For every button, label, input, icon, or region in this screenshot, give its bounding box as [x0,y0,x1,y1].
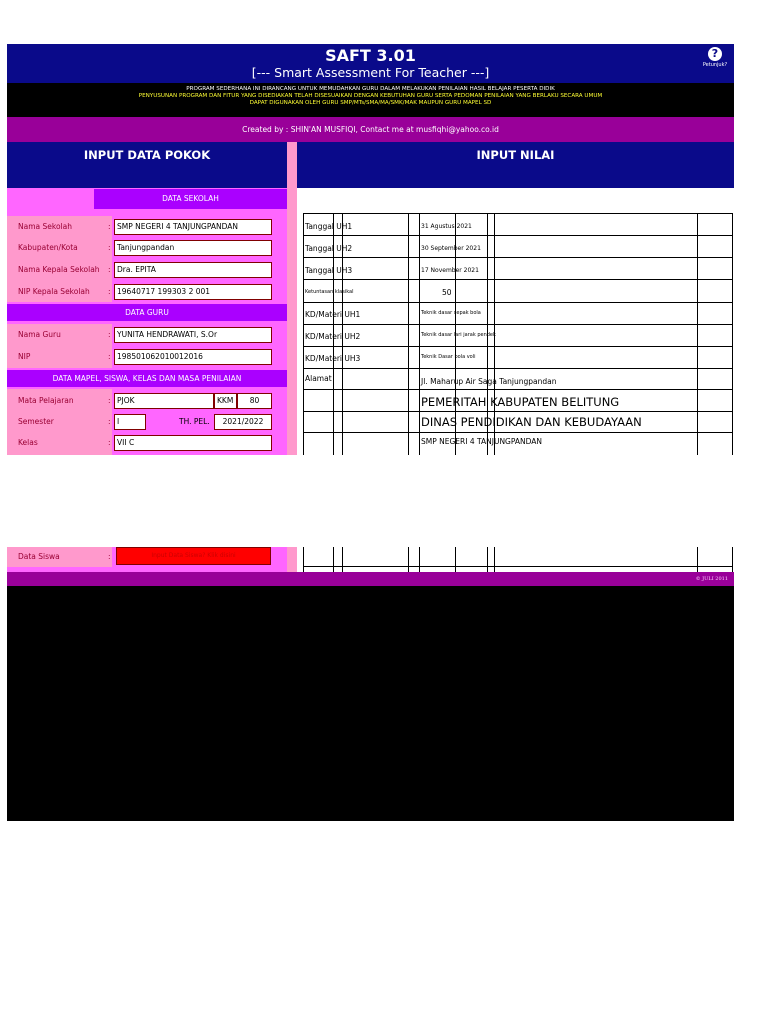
kop-sekolah[interactable]: SMP NEGERI 4 TANJUNGPANDAN [421,437,543,446]
kabupaten-input[interactable]: Tanjungpandan [114,240,272,256]
input-nilai-heading: INPUT NILAI [297,142,734,188]
section-data-guru: DATA GURU [7,304,287,321]
app-title: SAFT 3.01 [325,46,416,65]
colon: : [108,330,111,339]
label-alamat: Alamat [305,374,332,383]
colon: : [108,287,111,296]
colon: : [108,352,111,361]
copyright-bar: © JULI 2011 [7,572,734,586]
mata-pelajaran-input[interactable]: PJOK [114,393,214,409]
alamat-value[interactable]: Jl. Maharup Air Saga Tanjungpandan [421,377,557,386]
label-kelas: Kelas [18,438,38,447]
label-tanggal-uh3: Tanggal UH3 [305,266,353,275]
description-line-1: PROGRAM SEDERHANA INI DIRANCANG UNTUK MEMUDAHKAN GURU DALAM MELAKUKAN PENILAIAN HASIL BELAJAR PESERTA DIDIK [186,86,555,92]
app-title-bar [7,44,734,83]
label-kd-uh2: KD/Materi UH2 [305,332,361,341]
nama-guru-input[interactable]: YUNITA HENDRAWATI, S.Or [114,327,272,343]
kd-uh2-value[interactable]: Teknik dasar lari jarak pendek [421,332,496,338]
nama-sekolah-input[interactable]: SMP NEGERI 4 TANJUNGPANDAN [114,219,272,235]
colon: : [108,222,111,231]
empty-area [7,586,734,821]
app-subtitle: [--- Smart Assessment For Teacher ---] [251,65,490,80]
section-data-mapel: DATA MAPEL, SISWA, KELAS DAN MASA PENILAIAN [7,370,287,387]
section-data-sekolah: DATA SEKOLAH [94,189,287,209]
semester-input[interactable]: I [114,414,146,430]
kop-pemerintah[interactable]: PEMERITAH KABUPATEN BELITUNG [421,395,620,409]
description-line-2: PENYUSUNAN PROGRAM DAN FITUR YANG DISEDIAKAN TELAH DISESUAIKAN DENGAN KEBUTUHAN GURU SERTA PEDOMAN PENILAIAN YANG BERLAKU SECARA UMUM [138,93,603,99]
label-tanggal-uh2: Tanggal UH2 [305,244,353,253]
credit-bar: Created by : SHIN'AN MUSFIQI, Contact me at musfiqhi@yahoo.co.id [7,117,734,142]
kd-uh1-value[interactable]: Teknik dasar sepak bola [421,310,481,316]
panel-divider [287,142,297,455]
program-description [7,83,734,117]
kop-dinas[interactable]: DINAS PENDIDIKAN DAN KEBUDAYAAN [421,415,642,429]
label-kabupaten: Kabupaten/Kota [18,243,78,252]
help-label: Petunjuk? [702,62,728,68]
label-mata-pelajaran: Mata Pelajaran [18,396,74,405]
nip-input[interactable]: 198501062010012016 [114,349,272,365]
colon: : [108,396,111,405]
colon: : [108,438,111,447]
kelas-input[interactable]: VII C [114,435,272,451]
th-pel-input[interactable]: 2021/2022 [214,414,272,430]
input-data-siswa-button[interactable]: Input Data Siswa? Klik disini [116,547,271,565]
kkm-input[interactable]: 80 [237,393,272,409]
label-nip-kepala: NIP Kepala Sekolah [18,287,90,296]
tanggal-uh3-value[interactable]: 17 November 2021 [421,267,479,274]
label-nip: NIP [18,352,31,361]
tanggal-uh2-value[interactable]: 30 September 2021 [421,245,481,252]
label-kd-uh1: KD/Materi UH1 [305,310,361,319]
input-data-pokok-heading: INPUT DATA POKOK [7,142,287,188]
colon: : [108,552,111,561]
label-ketuntasan: Ketuntasan klasikal [305,289,354,295]
colon: : [108,243,111,252]
label-kkm: KKM [214,393,237,409]
label-kepala-sekolah: Nama Kepala Sekolah [18,265,100,274]
description-line-3: DAPAT DIGUNAKAN OLEH GURU SMP/MTs/SMA/MA/SMK/MAK MAUPUN GURU MAPEL SD [249,100,492,106]
help-button[interactable] [702,47,728,69]
label-nama-sekolah: Nama Sekolah [18,222,72,231]
kd-uh3-value[interactable]: Teknik Dasar bola voli [421,354,476,360]
label-kd-uh3: KD/Materi UH3 [305,354,361,363]
colon: : [108,265,111,274]
label-tanggal-uh1: Tanggal UH1 [305,222,353,231]
label-th-pel: TH. PEL. [179,417,210,426]
label-semester: Semester [18,417,54,426]
colon: : [108,417,111,426]
help-icon: ? [708,47,722,61]
panel-divider-2 [287,547,297,572]
label-nama-guru: Nama Guru [18,330,61,339]
ketuntasan-value[interactable]: 50 [442,288,452,297]
label-data-siswa: Data Siswa [18,552,60,561]
tanggal-uh1-value[interactable]: 31 Agustus 2021 [421,223,472,230]
nip-kepala-input[interactable]: 19640717 199303 2 001 [114,284,272,300]
kepala-sekolah-input[interactable]: Dra. EPITA [114,262,272,278]
